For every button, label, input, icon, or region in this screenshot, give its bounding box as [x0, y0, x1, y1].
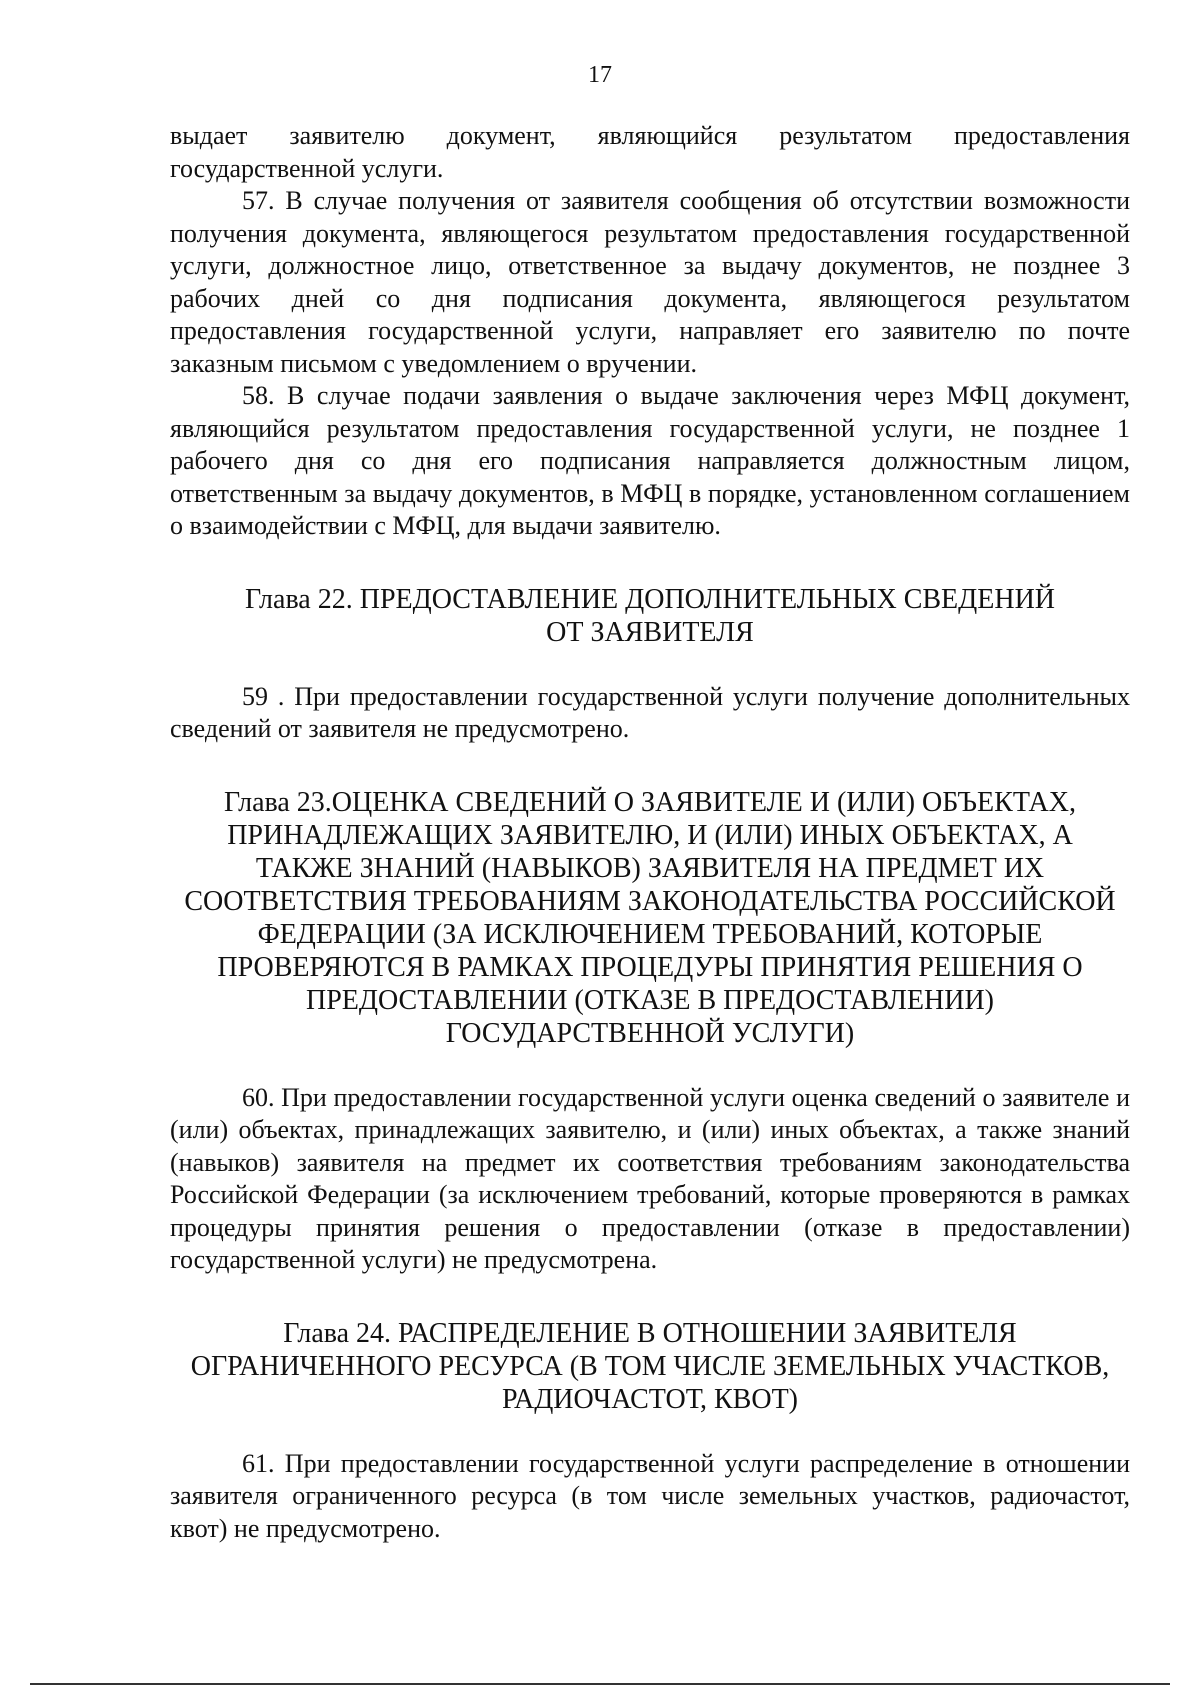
page-number: 17: [588, 62, 612, 88]
paragraph-60: 60. При предоставлении государственной услуги оценка сведений о заявителе и (или) объектах, принадлежащих заявителю, и (или) иных объектах, а также знаний (навыков) заявителя на предмет их соответствия требованиям законодательства Российской Федерации (за исключением требований, которые проверяются в рамках процедуры принятия решения о предоставлении (отказе в предоставлении) государственной услуги) не предусмотрена.: [170, 1082, 1130, 1274]
heading-line: ОГРАНИЧЕННОГО РЕСУРСА (В ТОМ ЧИСЛЕ ЗЕМЕЛЬНЫХ УЧАСТКОВ,: [190, 1350, 1110, 1382]
chapter-22-heading: [170, 583, 1130, 649]
heading-line: ФЕДЕРАЦИИ (ЗА ИСКЛЮЧЕНИЕМ ТРЕБОВАНИЙ, КОТОРЫЕ: [257, 918, 1043, 950]
heading-line: ПРЕДОСТАВЛЕНИИ (ОТКАЗЕ В ПРЕДОСТАВЛЕНИИ): [305, 984, 995, 1016]
heading-line: ПРИНАДЛЕЖАЩИХ ЗАЯВИТЕЛЮ, И (ИЛИ) ИНЫХ ОБЪЕКТАХ, А: [227, 819, 1073, 851]
heading-line: Глава 24. РАСПРЕДЕЛЕНИЕ В ОТНОШЕНИИ ЗАЯВИТЕЛЯ: [283, 1317, 1017, 1349]
heading-line: ТАКЖЕ ЗНАНИЙ (НАВЫКОВ) ЗАЯВИТЕЛЯ НА ПРЕДМЕТ ИХ: [255, 852, 1045, 884]
chapter-23-heading: [170, 786, 1130, 1050]
document-body: [170, 120, 1130, 1545]
heading-line: Глава 22. ПРЕДОСТАВЛЕНИЕ ДОПОЛНИТЕЛЬНЫХ СВЕДЕНИЙ: [244, 583, 1056, 615]
paragraph-59: 59 . При предоставлении государственной услуги получение дополнительных сведений от заявителя не предусмотрено.: [170, 681, 1130, 743]
heading-line: ОТ ЗАЯВИТЕЛЯ: [546, 616, 754, 648]
chapter-24-heading: [170, 1317, 1130, 1416]
heading-line: РАДИОЧАСТОТ, КВОТ): [501, 1383, 798, 1415]
paragraph-56-continuation: выдает заявителю документ, являющийся результатом предоставления государственной услуги.: [170, 121, 1130, 183]
heading-line: Глава 23.ОЦЕНКА СВЕДЕНИЙ О ЗАЯВИТЕЛЕ И (ИЛИ) ОБЪЕКТАХ,: [224, 786, 1076, 818]
paragraph-61: 61. При предоставлении государственной услуги распределение в отношении заявителя ограниченного ресурса (в том числе земельных участков, радиочастот, квот) не предусмотрено.: [170, 1448, 1130, 1543]
heading-line: ПРОВЕРЯЮТСЯ В РАМКАХ ПРОЦЕДУРЫ ПРИНЯТИЯ РЕШЕНИЯ О: [217, 951, 1083, 983]
paragraph-57: 57. В случае получения от заявителя сообщения об отсутствии возможности получения документа, являющегося результатом предоставления государственной услуги, должностное лицо, ответственное за выдачу документов, не позднее 3 рабочих дней со дня подписания документа, являющегося результатом предоставления государственной услуги, направляет его заявителю по почте заказным письмом с уведомлением о вручении.: [170, 186, 1130, 378]
heading-line: ГОСУДАРСТВЕННОЙ УСЛУГИ): [445, 1017, 855, 1049]
footer-divider: [30, 1683, 1170, 1685]
paragraph-58: 58. В случае подачи заявления о выдаче заключения через МФЦ документ, являющийся результатом предоставления государственной услуги, не позднее 1 рабочего дня со дня его подписания направляется должностным лицом, ответственным за выдачу документов, в МФЦ в порядке, установленном соглашением о взаимодействии с МФЦ, для выдачи заявителю.: [170, 381, 1130, 540]
heading-line: СООТВЕТСТВИЯ ТРЕБОВАНИЯМ ЗАКОНОДАТЕЛЬСТВА РОССИЙСКОЙ: [184, 885, 1116, 917]
